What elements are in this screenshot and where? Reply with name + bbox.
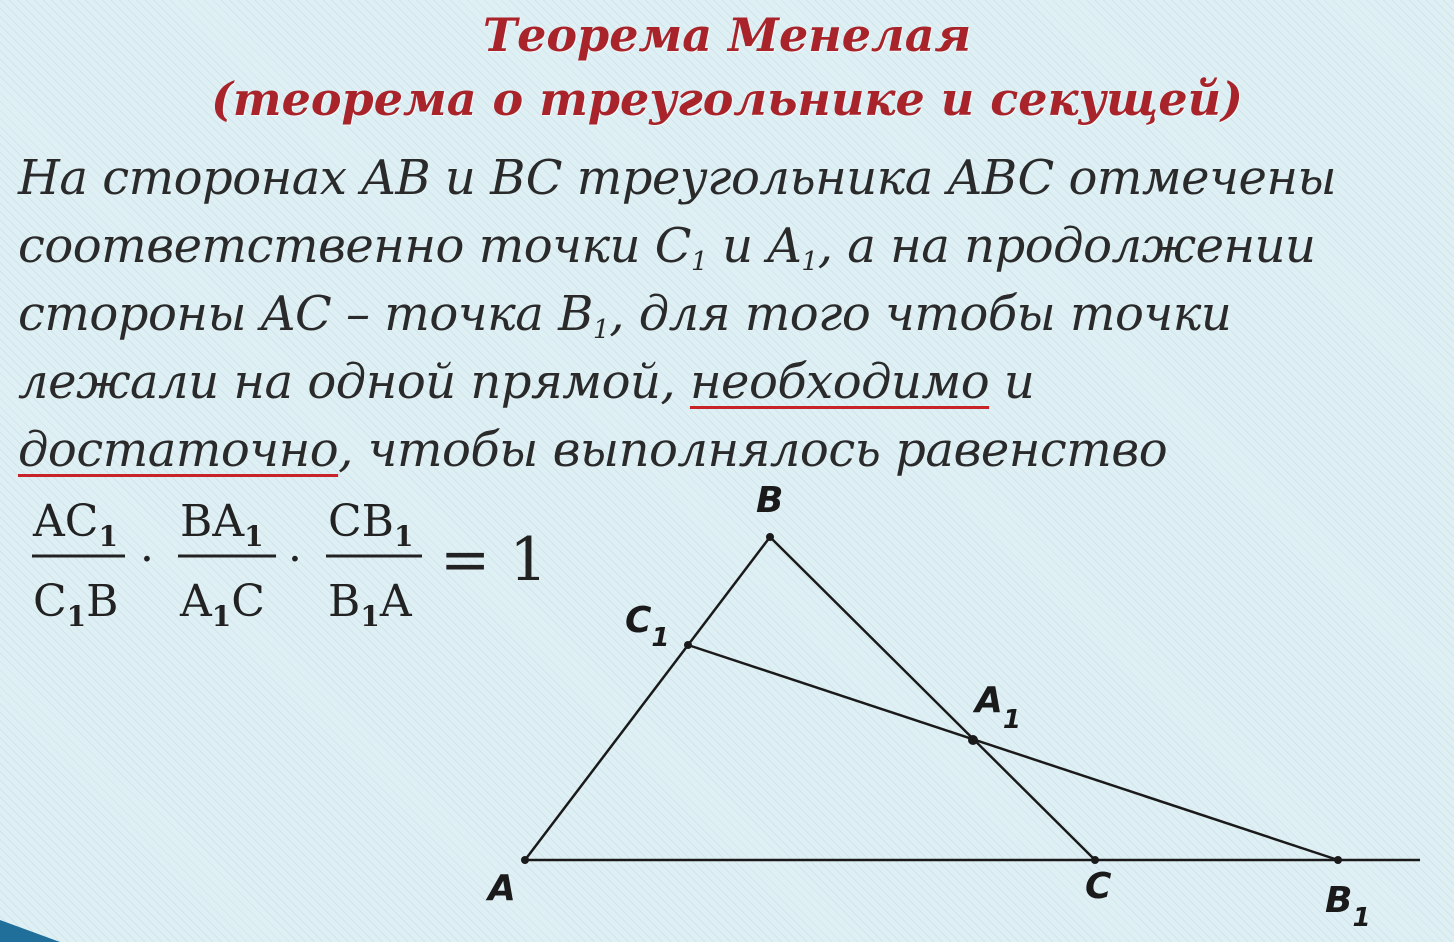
text-run: и A [707, 218, 802, 274]
side-ab [525, 537, 770, 860]
side-bc [770, 537, 1095, 860]
label-a1: $A_1$ [975, 680, 1021, 735]
point-b [766, 533, 774, 541]
label-c: C [1085, 866, 1112, 907]
text-run: , а на продолжении [817, 218, 1316, 274]
text-run: и [989, 354, 1035, 410]
text-run: соответственно точки C [18, 218, 692, 274]
decorative-corner [0, 920, 60, 942]
label-a: A [488, 868, 516, 909]
label-c1: $C_1$ [625, 600, 670, 653]
label-b1: $B_1$ [1325, 880, 1371, 933]
text-run: , для того чтобы точки [609, 286, 1232, 342]
multiply-dot-1: · [140, 534, 154, 585]
point-c [1091, 856, 1099, 864]
fraction-2-denominator: $A_1C$ [180, 576, 265, 633]
fraction-3-numerator: $CB_1$ [328, 496, 414, 553]
underlined-necessary: необходимо [689, 354, 990, 410]
text-run: лежали на одной прямой, [18, 354, 690, 410]
subscript: 1 [691, 245, 708, 277]
subscript: 1 [592, 313, 610, 345]
point-a1 [968, 735, 978, 745]
title-line-2: (теорема о треугольнике и секущей) [211, 72, 1243, 126]
fraction-2-numerator: $BA_1$ [180, 496, 264, 553]
title-line-1: Теорема Менелая [482, 8, 972, 62]
multiply-dot-2: · [288, 534, 302, 585]
statement-line-1: На сторонах AB и BC треугольника ABC отмечены [18, 150, 1337, 206]
underlined-sufficient: достаточно [18, 422, 339, 478]
fraction-1-denominator: $C_1B$ [33, 576, 119, 633]
label-b: B [756, 480, 784, 521]
point-a [521, 856, 529, 864]
text-run: стороны AC – точка B [18, 286, 593, 342]
secant-line [688, 645, 1338, 860]
subscript: 1 [801, 245, 818, 277]
point-b1 [1334, 856, 1342, 864]
point-c1 [684, 641, 692, 649]
text-run: , чтобы выполнялось равенство [338, 422, 1168, 478]
equals-one: = 1 [440, 525, 548, 595]
fraction-3-denominator: $B_1A$ [328, 576, 412, 633]
fraction-1-numerator: $AC_1$ [33, 496, 118, 553]
